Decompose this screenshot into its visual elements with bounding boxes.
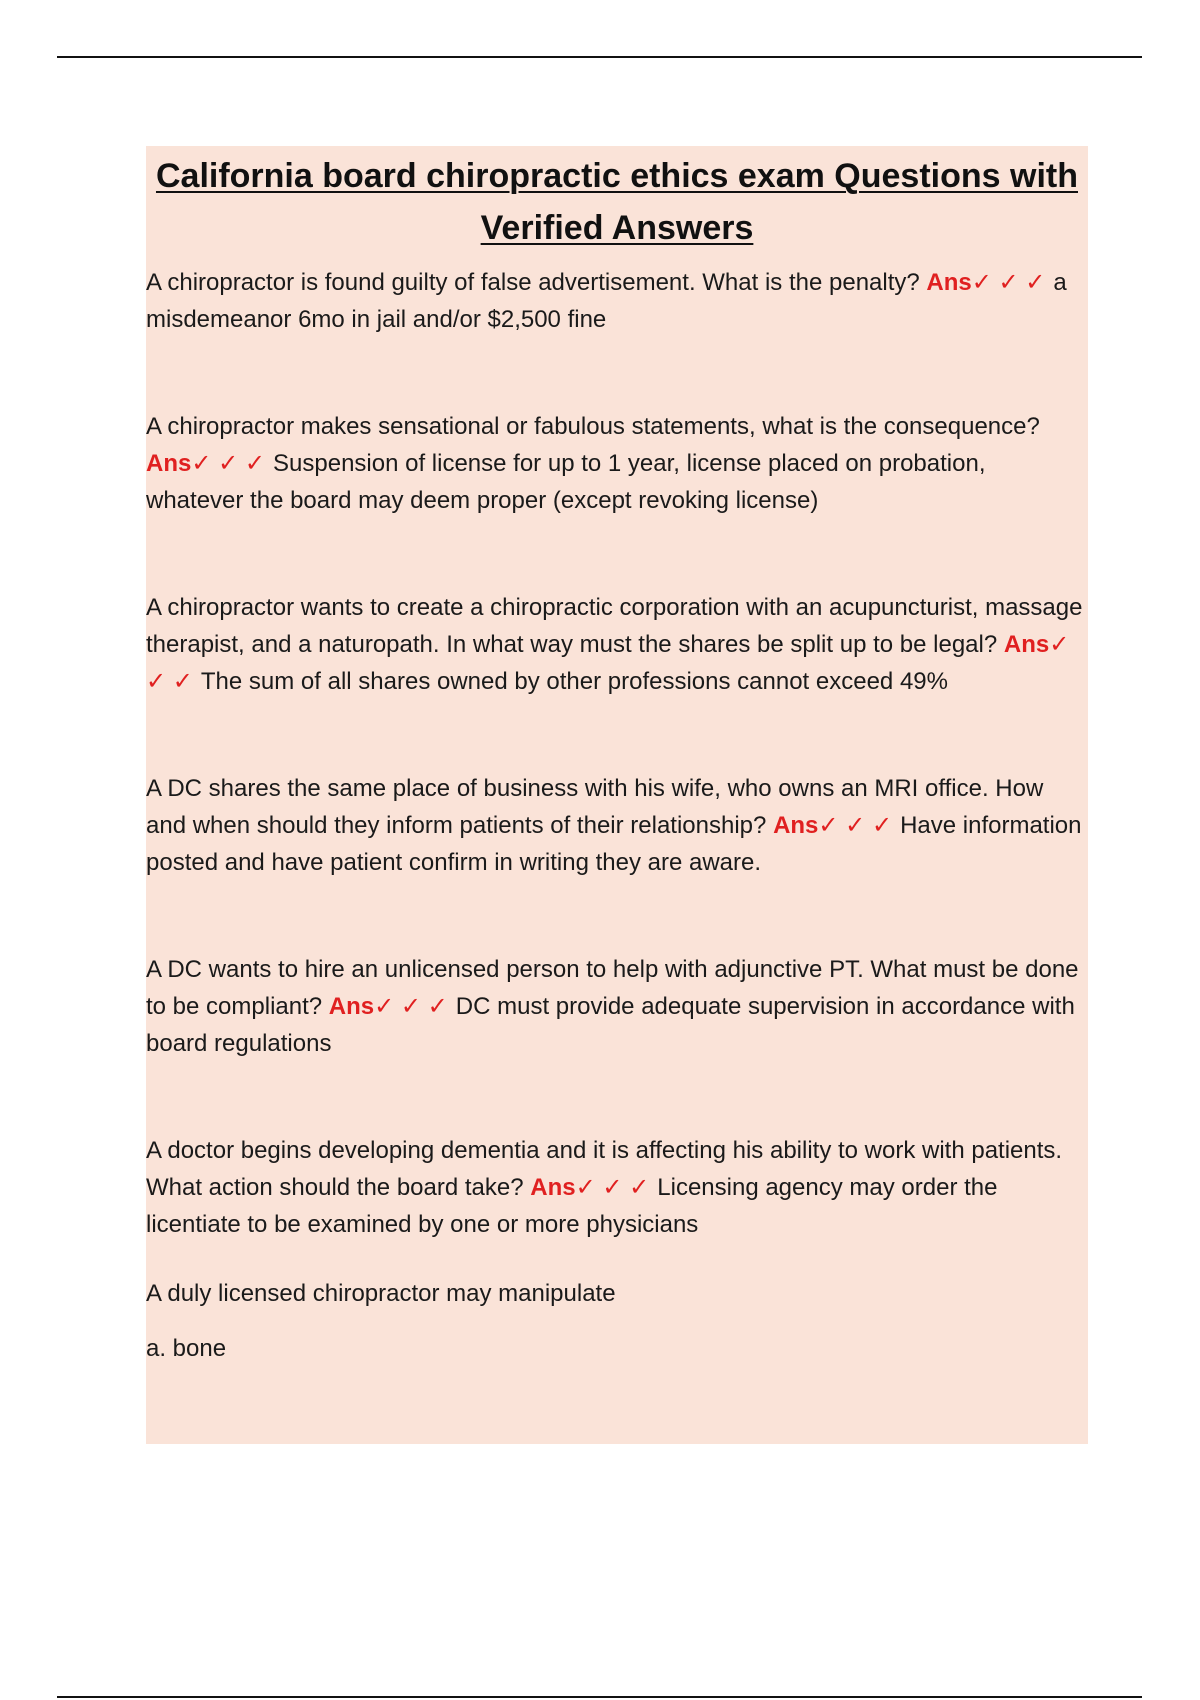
open-question: A duly licensed chiropractor may manipulate [146, 1280, 616, 1307]
question-text: A DC wants to hire an unlicensed person to help with adjunctive PT. What must be done to be compliant? [146, 956, 1079, 1020]
qa-item [146, 408, 1088, 519]
check-marks-icon: ✓ ✓ ✓ [971, 269, 1046, 296]
answer-marker: Ans [773, 812, 819, 839]
answer-text: The sum of all shares owned by other professions cannot exceed 49% [200, 668, 948, 695]
check-marks-icon: ✓ ✓ ✓ [575, 1174, 650, 1201]
check-marks-icon: ✓ ✓ ✓ [374, 993, 448, 1020]
question-text: A chiropractor is found guilty of false advertisement. What is the penalty? [146, 269, 920, 296]
question-text: A doctor begins developing dementia and it is affecting his ability to work with patients. What action should the board take? [146, 1137, 1063, 1201]
qa-list [146, 264, 1088, 1243]
footer-rule [57, 1696, 1142, 1698]
header-rule [57, 56, 1142, 58]
answer-marker: Ans [530, 1174, 576, 1201]
qa-item [146, 1132, 1088, 1243]
check-marks-icon: ✓ ✓ ✓ [146, 631, 1070, 695]
qa-item [146, 264, 1088, 338]
check-marks-icon: ✓ ✓ ✓ [818, 812, 893, 839]
answer-text: a misdemeanor 6mo in jail and/or $2,500 fine [146, 269, 1067, 333]
question-text: A chiropractor makes sensational or fabulous statements, what is the consequence? [146, 413, 1040, 440]
answer-marker: Ans [926, 269, 972, 296]
qa-item [146, 770, 1088, 881]
document-content [146, 146, 1088, 1444]
question-text: A DC shares the same place of business with his wife, who owns an MRI office. How and when should they inform patients of their relationship? [146, 775, 1044, 839]
answer-marker: Ans [328, 993, 375, 1020]
check-marks-icon: ✓ ✓ ✓ [191, 450, 266, 477]
answer-marker: Ans [146, 450, 192, 477]
answer-text: DC must provide adequate supervision in accordance with board regulations [146, 993, 1075, 1057]
qa-item [146, 589, 1088, 700]
answer-option: a. bone [146, 1335, 227, 1362]
qa-item [146, 951, 1088, 1062]
answer-text: Suspension of license for up to 1 year, license placed on probation, whatever the board may deem proper (except revoking license) [146, 450, 986, 514]
answer-marker: Ans [1003, 631, 1050, 658]
answer-text: Licensing agency may order the licentiate to be examined by one or more physicians [146, 1174, 998, 1238]
question-text: A chiropractor wants to create a chiropractic corporation with an acupuncturist, massage therapist, and a naturopath. In what way must the shares be split up to be legal? [146, 594, 1083, 658]
answer-text: Have information posted and have patient confirm in writing they are aware. [146, 812, 1082, 876]
document-title: California board chiropractic ethics exam Questions with Verified Answers [155, 157, 1078, 247]
